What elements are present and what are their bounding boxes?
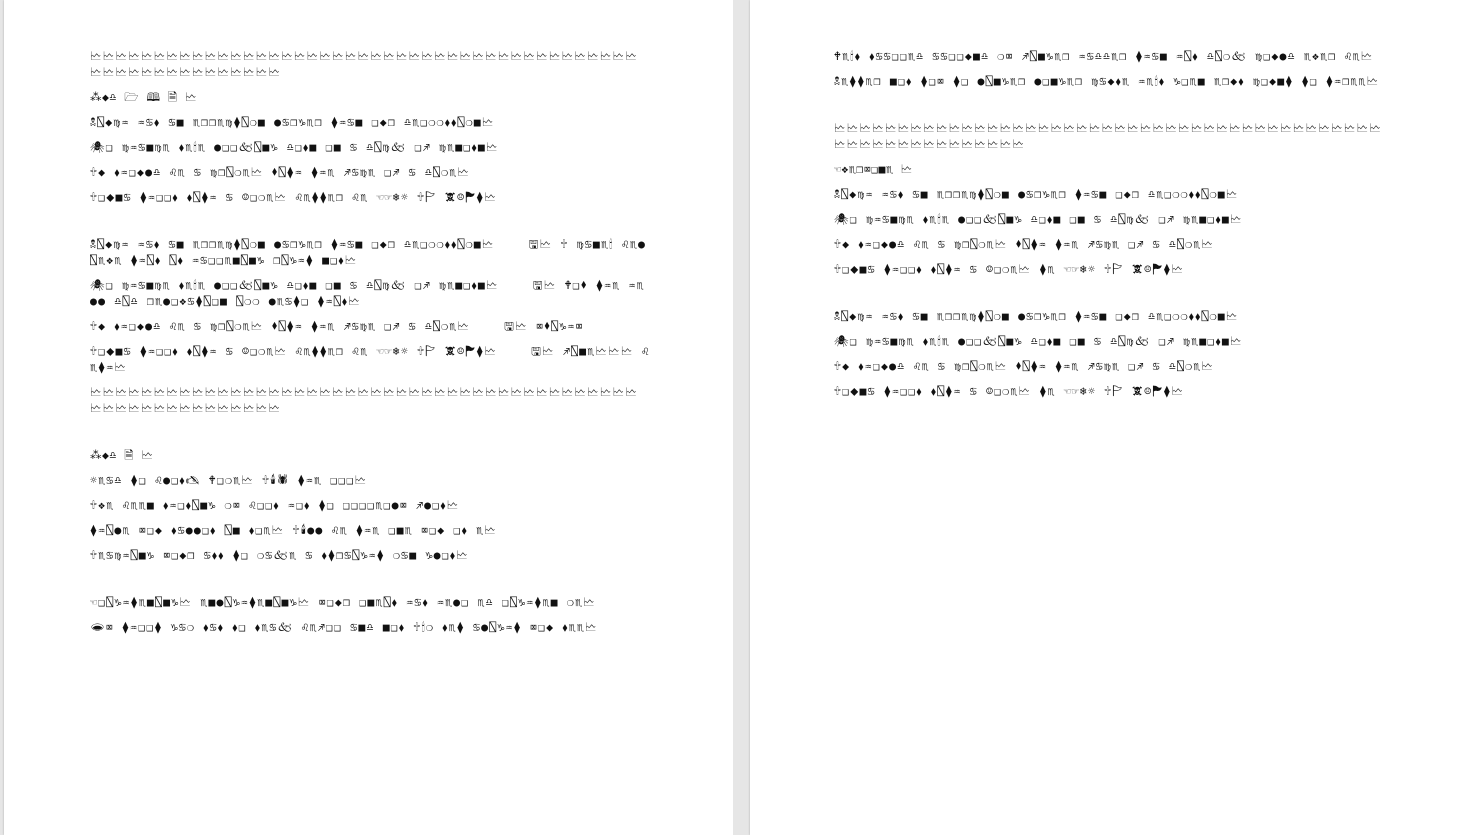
text-line-with-note	[90, 318, 650, 334]
text-line: 🕷❑ ♍♒♋■♍♏ ⬧♏🕯♏ ●❑❑🙵⍂■♑ ♎❑⬧■ ❑■ ♋ ♎⍂♍🙵 ❑♐ ♍♏■❑⬧■🗠	[834, 334, 1243, 348]
text-line: 🕆◆ ⬧♒❑◆●♎ ♌♏ ♋ ♍❒⍂❍♏🗠 ⬧⍂⧫♒ ⧫♒♏ ♐♋♍♏ ❑♐ ♋ ♎⍂❍♏🗠	[834, 237, 1215, 251]
text-line: ☼♏♋♎ ⧫❑ ♌●❑⬧🖎 🕈❑❍♏🗠 🕆🕯🕷 ⧫♒♏ ❑❑❑🗠	[90, 473, 368, 487]
text-line: 🕷❑ ♍♒♋■♍♏ ⬧♏🕯♏ ●❑❑🙵⍂■♑ ♎❑⬧■ ❑■ ♋ ♎⍂♍🙵 ❑♐ ♍♏■❑⬧■🗠	[90, 140, 499, 154]
text-line: 🕱⍂◆♍♒ ♒♋⬧ ♋■ ♏❒❒♏♍⧫⍂❍■ ●♋❒♑♏❒ ⧫♒♋■ ❑◆❒ ♎♏❑❍❍⬧⬧⍂❍■🗠	[834, 309, 1239, 323]
text-line: 🕆◆ ⬧♒❑◆●♎ ♌♏ ♋ ♍❒⍂❍♏🗠 ⬧⍂⧫♒ ⧫♒♏ ♐♋♍♏ ❑♐ ♋ ♎⍂❍♏🗠	[90, 165, 471, 179]
text-line-with-note	[90, 236, 650, 268]
text-line: 🕷❑ ♍♒♋■♍♏ ⬧♏🕯♏ ●❑❑🙵⍂■♑ ♎❑⬧■ ❑■ ♋ ♎⍂♍🙵 ❑♐ ♍♏■❑⬧■🗠	[90, 278, 499, 292]
text-line: 🕱♏⧫⧫♏❒ ■❑⬧ ⧫❑⌧ ⧫❑ ●⍂■♑♏❒ ●❑■♑♏❒ ♍♋◆⬧♏ ♒♏🕯⬧ ♑❑♏■ ♏❒◆⬧ ♍❑◆■⧫ ⧫❑ ⧫♒❒♏♏🗠	[834, 74, 1380, 88]
text-line: 🕱⍂◆♍♒ ♒♋⬧ ♋■ ♏❒❒♏♍⧫⍂❍■ ●♋❒♑♏❒ ⧫♒♋■ ❑◆❒ ♎♏❑❍❍⬧⬧⍂❍■🗠	[90, 115, 495, 129]
text-line: 🕱⍂◆♍♒ ♒♋⬧ ♋■ ♏❒❒♏♍⧫⍂❍■ ●♋❒♑♏❒ ⧫♒♋■ ❑◆❒ ♎♏❑❍❍⬧⬧⍂❍■🗠	[90, 237, 495, 251]
section-heading: ☜❖♏❒⌧❑■♏ 🗠	[834, 162, 913, 176]
text-line: 🕆❑⬥■♋ ⧫♒❑❑⬧ ⬧⍂⧫♒ ♋ ☺❑❍♏🗠 ⧫♏ ☜☞❄☼ 🕆🏱 🕱☹🏲⧫🗠	[834, 384, 1185, 398]
section-heading: ⁂◆♎ 🗁 🕮 🗎 🗠	[90, 90, 198, 104]
text-line: 🕆❖♏ ♌♏♏■ ⬧♒❑⬧⍂■♑ ❍⌧ ♌❑❑⬧ ♒❑⬧ ⧫❑ ❑❑❑❑♏❑●⌧ ♐●❑⬧🗠	[90, 498, 460, 512]
text-line-with-note	[90, 343, 650, 375]
section-heading: ⁂◆♎ 🗎 🗠	[90, 448, 154, 462]
text-line: 🕆❑⬥■♋ ⧫♒❑❑⬧ ⬧⍂⧫♒ ♋ ☺❑❍♏🗠 ⧫♏ ☜☞❄☼ 🕆🏱 🕱☹🏲⧫🗠	[834, 262, 1185, 276]
text-line: 🕆❑⬥■♋ ⧫♒❑❑⬧ ⬧⍂⧫♒ ♋ ☺❑❍♏🗠 ♌♏⧫⧫♏❒ ♌♏ ☜☞❄☼ 🕆🏱 🕱☹🏲⧫🗠	[90, 190, 498, 204]
text-line: 🕆❑⬥■♋ ⧫♒❑❑⬧ ⬧⍂⧫♒ ♋ ☺❑❍♏🗠 ♌♏⧫⧫♏❒ ♌♏ ☜☞❄☼ 🕆🏱 🕱☹🏲⧫🗠	[90, 344, 498, 358]
separator-line: 🗠🗠🗠🗠🗠🗠🗠🗠🗠🗠🗠🗠🗠🗠🗠🗠🗠🗠🗠🗠🗠🗠🗠🗠🗠🗠🗠🗠🗠🗠🗠🗠🗠🗠🗠🗠🗠🗠🗠🗠🗠🗠🗠🗠🗠🗠🗠🗠🗠🗠🗠🗠🗠🗠🗠🗠🗠🗠	[834, 121, 1383, 151]
separator-line: 🗠🗠🗠🗠🗠🗠🗠🗠🗠🗠🗠🗠🗠🗠🗠🗠🗠🗠🗠🗠🗠🗠🗠🗠🗠🗠🗠🗠🗠🗠🗠🗠🗠🗠🗠🗠🗠🗠🗠🗠🗠🗠🗠🗠🗠🗠🗠🗠🗠🗠🗠🗠🗠🗠🗠🗠🗠🗠	[90, 49, 639, 79]
page-content-left	[90, 48, 650, 644]
text-line: 🕆◆ ⬧♒❑◆●♎ ♌♏ ♋ ♍❒⍂❍♏🗠 ⬧⍂⧫♒ ⧫♒♏ ♐♋♍♏ ❑♐ ♋ ♎⍂❍♏🗠	[90, 319, 471, 333]
document-page-right	[750, 0, 1478, 835]
text-line: 🕆♏♋♍♒⍂■♑ ⌧❑◆❒ ♋⬧⬧ ⧫❑ ❍♋🙵♏ ♋ ⬧⧫❒♋⍂♑♒⧫ ❍♋■ ♑●❑⬧🗠	[90, 548, 469, 562]
page-content-right	[834, 48, 1394, 408]
text-line-with-note	[90, 277, 650, 309]
text-line: 🕈♏🕯⬧ ⬧♋♋❑❑♏♎ ♋♋❑❑◆■♎ ❍⌧ ♐⍂■♑♏❒ ♒♋♎♎♏❒ ⧫♒♋■ ♒⍂⬧ ♎⍂❍🙵 ♍❑◆●♎ ♏❖♏❒ ♌♏🗠	[834, 49, 1374, 63]
page-gap	[733, 0, 750, 835]
text-line: 🕷❑ ♍♒♋■♍♏ ⬧♏🕯♏ ●❑❑🙵⍂■♑ ♎❑⬧■ ❑■ ♋ ♎⍂♍🙵 ❑♐ ♍♏■❑⬧■🗠	[834, 212, 1243, 226]
separator-line: 🗠🗠🗠🗠🗠🗠🗠🗠🗠🗠🗠🗠🗠🗠🗠🗠🗠🗠🗠🗠🗠🗠🗠🗠🗠🗠🗠🗠🗠🗠🗠🗠🗠🗠🗠🗠🗠🗠🗠🗠🗠🗠🗠🗠🗠🗠🗠🗠🗠🗠🗠🗠🗠🗠🗠🗠🗠🗠	[90, 385, 639, 415]
text-line: 🕱⍂◆♍♒ ♒♋⬧ ♋■ ♏❒❒♏♍⧫⍂❍■ ●♋❒♑♏❒ ⧫♒♋■ ❑◆❒ ♎♏❑❍❍⬧⬧⍂❍■🗠	[834, 187, 1239, 201]
text-line: ⧫♒⍂●♏ ⌧❑◆ ⬧♋●●❑⬧ ⍂■ ⬧❑♏🗠 🕆🕯●● ♌♏ ⧫♒♏ ❑■♏ ⌧❑◆ ❑⬧ ♏🗠	[90, 523, 497, 537]
text-line: 🕆◆ ⬧♒❑◆●♎ ♌♏ ♋ ♍❒⍂❍♏🗠 ⬧⍂⧫♒ ⧫♒♏ ♐♋♍♏ ❑♐ ♋ ♎⍂❍♏🗠	[834, 359, 1215, 373]
document-page-left	[4, 0, 733, 835]
inline-note: 🖫🗠 ♐⍂■♏🗠🗠🗠 ♌♏⧫♒🗠	[90, 344, 650, 374]
inline-note: 🖫🗠 ⌧⬧⍂♑♒⌧	[504, 319, 584, 333]
inline-note: 🖫🗠 🕈❑⬧ ⧫♒♏ ♒♏●● ♎⍂♎ ❒♏●❑❖♋⧫⍂❑■ ⍂❍❍ ●♏♋⧫❑ ⧫♒⍂⬧🗠	[90, 278, 645, 308]
text-line: ☜❑⍂♑♒⧫♏■⍂■♑🗠 ♏■●⍂♑♒⧫♏■⍂■♑🗠 ⌧❑◆❒ ❑■♏⍂⬧ ♒♋⬧ ♒♏●❑ ♏♎ ❑⍂♑♒⧫♏■ ❍♏🗠	[90, 595, 596, 609]
text-line: 🕳⌧ ⧫♒❑❑⧫ ♑♋❍ ⬧♋⬧ ⬧❑ ⬧♏♋🙵 ♌♏♐❑❑ ♋■♎ ■❑⬧ 🕆🕯❍ ⬧♏⧫ ♋●⍂♑♒⧫ ⌧❑◆ ⬧♏♏🗠	[90, 620, 598, 634]
inline-note: 🖫🗠 🕆 ♍♋■♏🕯 ♌♏●⍂♏❖♏ ⧫♒⍂⬧ ⍂⬧ ♒♋❑❑♏■⍂■♑ ❒⍂♑♒⧫ ■❑⬧🗠	[90, 237, 647, 267]
